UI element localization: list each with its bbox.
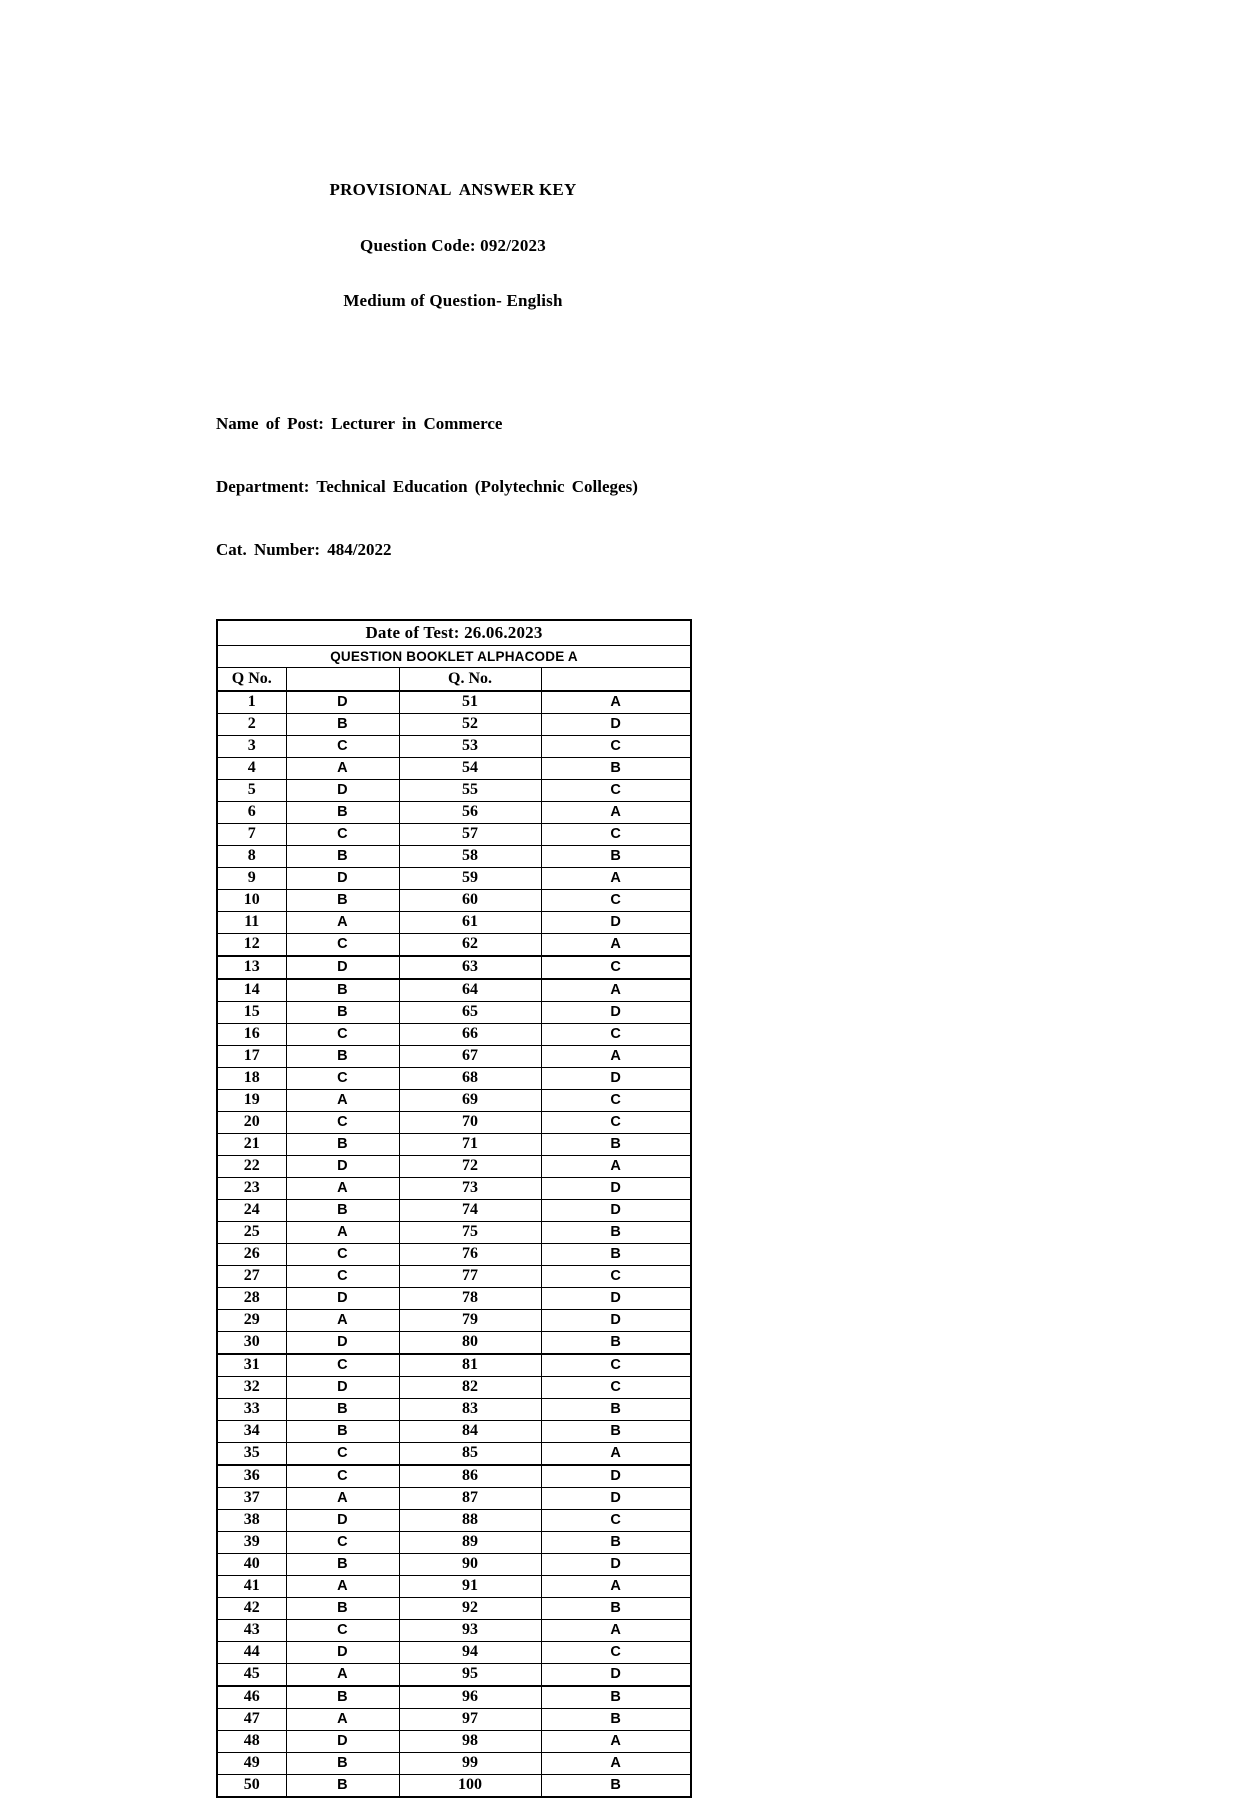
- q-no-cell: 90: [399, 1553, 541, 1575]
- table-row: [217, 1398, 691, 1420]
- q-no-cell: 67: [399, 1045, 541, 1067]
- answer-cell: D: [541, 1553, 691, 1575]
- q-no-cell: 53: [399, 735, 541, 757]
- answer-cell: B: [286, 1597, 399, 1619]
- answer-cell: B: [286, 1420, 399, 1442]
- q-no-cell: 72: [399, 1155, 541, 1177]
- cat-number-line: Cat. Number: 484/2022: [216, 539, 392, 559]
- answer-cell: A: [541, 1619, 691, 1641]
- q-no-cell: 50: [217, 1774, 286, 1797]
- q-no-cell: 6: [217, 801, 286, 823]
- answer-cell: A: [541, 867, 691, 889]
- answer-cell: B: [541, 845, 691, 867]
- answer-cell: C: [541, 1641, 691, 1663]
- q-no-cell: 2: [217, 713, 286, 735]
- table-row: [217, 1199, 691, 1221]
- q-no-cell: 71: [399, 1133, 541, 1155]
- q-no-cell: 99: [399, 1752, 541, 1774]
- table-row: [217, 1509, 691, 1531]
- q-no-cell: 5: [217, 779, 286, 801]
- q-no-cell: 37: [217, 1487, 286, 1509]
- answer-cell: A: [541, 1442, 691, 1465]
- q-no-cell: 41: [217, 1575, 286, 1597]
- table-row: [217, 1553, 691, 1575]
- q-no-cell: 49: [217, 1752, 286, 1774]
- q-no-cell: 22: [217, 1155, 286, 1177]
- answer-cell: D: [541, 1001, 691, 1023]
- q-no-cell: 79: [399, 1309, 541, 1331]
- answer-rows: [217, 691, 691, 1797]
- table-row: [217, 979, 691, 1002]
- col-header-answer-right: [541, 667, 691, 691]
- answer-cell: D: [286, 867, 399, 889]
- answer-cell: B: [286, 1001, 399, 1023]
- answer-cell: A: [286, 1708, 399, 1730]
- table-row: [217, 1067, 691, 1089]
- q-no-cell: 10: [217, 889, 286, 911]
- q-no-cell: 21: [217, 1133, 286, 1155]
- q-no-cell: 85: [399, 1442, 541, 1465]
- q-no-cell: 66: [399, 1023, 541, 1045]
- answer-cell: C: [286, 823, 399, 845]
- q-no-cell: 88: [399, 1509, 541, 1531]
- answer-cell: C: [541, 1376, 691, 1398]
- q-no-cell: 25: [217, 1221, 286, 1243]
- q-no-cell: 94: [399, 1641, 541, 1663]
- q-no-cell: 52: [399, 713, 541, 735]
- q-no-cell: 84: [399, 1420, 541, 1442]
- table-row: [217, 1619, 691, 1641]
- answer-cell: B: [286, 1774, 399, 1797]
- table-row: [217, 1531, 691, 1553]
- q-no-cell: 61: [399, 911, 541, 933]
- answer-cell: B: [541, 1331, 691, 1354]
- table-row: [217, 1752, 691, 1774]
- answer-cell: A: [541, 691, 691, 714]
- document-header: [216, 144, 690, 348]
- answer-cell: B: [286, 1752, 399, 1774]
- q-no-cell: 8: [217, 845, 286, 867]
- q-no-cell: 46: [217, 1686, 286, 1709]
- q-no-cell: 73: [399, 1177, 541, 1199]
- answer-cell: B: [541, 1133, 691, 1155]
- answer-cell: B: [541, 1531, 691, 1553]
- q-no-cell: 28: [217, 1287, 286, 1309]
- answer-cell: A: [286, 1089, 399, 1111]
- q-no-cell: 54: [399, 757, 541, 779]
- q-no-cell: 40: [217, 1553, 286, 1575]
- q-no-cell: 16: [217, 1023, 286, 1045]
- answer-cell: C: [541, 956, 691, 979]
- q-no-cell: 14: [217, 979, 286, 1002]
- q-no-cell: 81: [399, 1354, 541, 1377]
- answer-cell: B: [286, 845, 399, 867]
- q-no-cell: 44: [217, 1641, 286, 1663]
- post-info: [216, 371, 690, 602]
- answer-cell: C: [541, 1111, 691, 1133]
- q-no-cell: 100: [399, 1774, 541, 1797]
- answer-cell: D: [541, 1067, 691, 1089]
- q-no-cell: 27: [217, 1265, 286, 1287]
- table-row: [217, 1442, 691, 1465]
- answer-cell: A: [286, 1309, 399, 1331]
- answer-cell: A: [541, 801, 691, 823]
- answer-cell: D: [541, 1663, 691, 1686]
- answer-cell: A: [286, 1575, 399, 1597]
- table-row: [217, 801, 691, 823]
- answer-cell: B: [541, 1774, 691, 1797]
- answer-cell: C: [541, 1509, 691, 1531]
- answer-cell: D: [286, 1730, 399, 1752]
- q-no-cell: 65: [399, 1001, 541, 1023]
- answer-cell: B: [286, 1686, 399, 1709]
- answer-cell: C: [541, 1354, 691, 1377]
- q-no-cell: 55: [399, 779, 541, 801]
- table-row: [217, 1641, 691, 1663]
- table-row: [217, 1023, 691, 1045]
- q-no-cell: 34: [217, 1420, 286, 1442]
- q-no-cell: 36: [217, 1465, 286, 1488]
- answer-cell: A: [541, 1045, 691, 1067]
- q-no-cell: 89: [399, 1531, 541, 1553]
- q-no-cell: 69: [399, 1089, 541, 1111]
- answer-cell: C: [541, 1089, 691, 1111]
- answer-cell: B: [541, 1398, 691, 1420]
- table-row: [217, 867, 691, 889]
- answer-cell: D: [541, 911, 691, 933]
- answer-cell: A: [286, 1221, 399, 1243]
- table-row: [217, 845, 691, 867]
- q-no-cell: 35: [217, 1442, 286, 1465]
- q-no-cell: 83: [399, 1398, 541, 1420]
- table-row: [217, 1730, 691, 1752]
- table-row: [217, 1287, 691, 1309]
- q-no-cell: 15: [217, 1001, 286, 1023]
- table-row: [217, 1575, 691, 1597]
- answer-cell: A: [541, 933, 691, 956]
- q-no-cell: 87: [399, 1487, 541, 1509]
- answer-cell: B: [286, 889, 399, 911]
- table-row: [217, 1243, 691, 1265]
- q-no-cell: 70: [399, 1111, 541, 1133]
- answer-cell: C: [286, 1067, 399, 1089]
- answer-cell: B: [541, 1708, 691, 1730]
- table-row: [217, 1487, 691, 1509]
- table-row: [217, 1221, 691, 1243]
- answer-cell: C: [541, 889, 691, 911]
- table-row: [217, 1376, 691, 1398]
- q-no-cell: 93: [399, 1619, 541, 1641]
- q-no-cell: 91: [399, 1575, 541, 1597]
- date-of-test-cell: Date of Test: 26.06.2023: [217, 620, 691, 646]
- answer-cell: D: [286, 1155, 399, 1177]
- q-no-cell: 57: [399, 823, 541, 845]
- q-no-cell: 56: [399, 801, 541, 823]
- col-header-answer-left: [286, 667, 399, 691]
- table-row: [217, 691, 691, 714]
- q-no-cell: 62: [399, 933, 541, 956]
- answer-cell: B: [541, 1243, 691, 1265]
- q-no-cell: 13: [217, 956, 286, 979]
- answer-cell: D: [541, 713, 691, 735]
- table-row: [217, 911, 691, 933]
- q-no-cell: 92: [399, 1597, 541, 1619]
- q-no-cell: 18: [217, 1067, 286, 1089]
- table-row: [217, 713, 691, 735]
- q-no-cell: 26: [217, 1243, 286, 1265]
- table-row: [217, 1420, 691, 1442]
- q-no-cell: 39: [217, 1531, 286, 1553]
- answer-cell: C: [286, 1442, 399, 1465]
- table-row: [217, 889, 691, 911]
- q-no-cell: 1: [217, 691, 286, 714]
- table-row: [217, 1177, 691, 1199]
- answer-cell: A: [286, 911, 399, 933]
- answer-cell: C: [541, 779, 691, 801]
- doc-medium: Medium of Question- English: [343, 291, 563, 310]
- answer-cell: C: [286, 735, 399, 757]
- answer-cell: D: [541, 1177, 691, 1199]
- answer-cell: B: [286, 1045, 399, 1067]
- answer-cell: A: [541, 1730, 691, 1752]
- q-no-cell: 96: [399, 1686, 541, 1709]
- q-no-cell: 45: [217, 1663, 286, 1686]
- table-row: [217, 1089, 691, 1111]
- q-no-cell: 80: [399, 1331, 541, 1354]
- col-header-qno-left: Q No.: [217, 667, 286, 691]
- q-no-cell: 11: [217, 911, 286, 933]
- table-row: [217, 1597, 691, 1619]
- answer-cell: C: [286, 1023, 399, 1045]
- answer-cell: D: [541, 1465, 691, 1488]
- answer-cell: D: [541, 1287, 691, 1309]
- q-no-cell: 58: [399, 845, 541, 867]
- q-no-cell: 38: [217, 1509, 286, 1531]
- answer-cell: A: [541, 1155, 691, 1177]
- answer-cell: C: [541, 1023, 691, 1045]
- q-no-cell: 33: [217, 1398, 286, 1420]
- answer-cell: A: [541, 979, 691, 1002]
- q-no-cell: 60: [399, 889, 541, 911]
- document: [216, 0, 690, 1798]
- table-row: [217, 1111, 691, 1133]
- department-line: Department: Technical Education (Polytechnic Colleges): [216, 476, 638, 496]
- answer-cell: C: [286, 1531, 399, 1553]
- answer-cell: A: [541, 1752, 691, 1774]
- table-row: [217, 1686, 691, 1709]
- q-no-cell: 7: [217, 823, 286, 845]
- answer-cell: C: [286, 1243, 399, 1265]
- q-no-cell: 63: [399, 956, 541, 979]
- table-row: [217, 823, 691, 845]
- answer-cell: D: [286, 1287, 399, 1309]
- q-no-cell: 30: [217, 1331, 286, 1354]
- alphacode-cell: QUESTION BOOKLET ALPHACODE A: [217, 645, 691, 667]
- answer-cell: D: [541, 1309, 691, 1331]
- answer-cell: B: [541, 1221, 691, 1243]
- answer-cell: C: [541, 1265, 691, 1287]
- q-no-cell: 9: [217, 867, 286, 889]
- q-no-cell: 31: [217, 1354, 286, 1377]
- answer-cell: D: [286, 1376, 399, 1398]
- q-no-cell: 82: [399, 1376, 541, 1398]
- q-no-cell: 19: [217, 1089, 286, 1111]
- answer-cell: C: [286, 1465, 399, 1488]
- q-no-cell: 51: [399, 691, 541, 714]
- answer-cell: B: [541, 1597, 691, 1619]
- table-row: [217, 1045, 691, 1067]
- q-no-cell: 75: [399, 1221, 541, 1243]
- answer-cell: A: [541, 1575, 691, 1597]
- column-header-row: [217, 667, 691, 691]
- q-no-cell: 4: [217, 757, 286, 779]
- answer-cell: A: [286, 757, 399, 779]
- q-no-cell: 29: [217, 1309, 286, 1331]
- q-no-cell: 78: [399, 1287, 541, 1309]
- q-no-cell: 17: [217, 1045, 286, 1067]
- q-no-cell: 24: [217, 1199, 286, 1221]
- table-row: [217, 1309, 691, 1331]
- q-no-cell: 23: [217, 1177, 286, 1199]
- answer-cell: A: [286, 1663, 399, 1686]
- q-no-cell: 43: [217, 1619, 286, 1641]
- q-no-cell: 74: [399, 1199, 541, 1221]
- q-no-cell: 12: [217, 933, 286, 956]
- answer-cell: D: [541, 1199, 691, 1221]
- table-row: [217, 1774, 691, 1797]
- table-row: [217, 1708, 691, 1730]
- answer-cell: D: [286, 1331, 399, 1354]
- doc-title: PROVISIONAL ANSWER KEY: [329, 180, 577, 199]
- answer-cell: D: [286, 1509, 399, 1531]
- answer-cell: D: [286, 691, 399, 714]
- doc-question-code: Question Code: 092/2023: [360, 235, 546, 255]
- answer-cell: B: [286, 713, 399, 735]
- answer-cell: C: [286, 1111, 399, 1133]
- q-no-cell: 3: [217, 735, 286, 757]
- answer-cell: D: [541, 1487, 691, 1509]
- q-no-cell: 32: [217, 1376, 286, 1398]
- answer-cell: C: [286, 1619, 399, 1641]
- answer-cell: A: [286, 1487, 399, 1509]
- q-no-cell: 76: [399, 1243, 541, 1265]
- answer-cell: B: [286, 1199, 399, 1221]
- q-no-cell: 98: [399, 1730, 541, 1752]
- table-row: [217, 1001, 691, 1023]
- q-no-cell: 64: [399, 979, 541, 1002]
- answer-cell: B: [541, 757, 691, 779]
- answer-cell: A: [286, 1177, 399, 1199]
- q-no-cell: 20: [217, 1111, 286, 1133]
- table-row: [217, 933, 691, 956]
- table-row: [217, 735, 691, 757]
- answer-cell: D: [286, 1641, 399, 1663]
- table-row: [217, 779, 691, 801]
- q-no-cell: 48: [217, 1730, 286, 1752]
- answer-cell: B: [286, 1398, 399, 1420]
- q-no-cell: 59: [399, 867, 541, 889]
- q-no-cell: 68: [399, 1067, 541, 1089]
- answer-cell: C: [541, 823, 691, 845]
- table-row: [217, 1354, 691, 1377]
- answer-cell: C: [286, 1265, 399, 1287]
- q-no-cell: 47: [217, 1708, 286, 1730]
- alphacode-row: [217, 645, 691, 667]
- answer-cell: B: [541, 1420, 691, 1442]
- q-no-cell: 97: [399, 1708, 541, 1730]
- answer-cell: D: [286, 779, 399, 801]
- answer-cell: C: [286, 933, 399, 956]
- table-row: [217, 1465, 691, 1488]
- answer-cell: B: [286, 1133, 399, 1155]
- answer-cell: B: [541, 1686, 691, 1709]
- table-row: [217, 1133, 691, 1155]
- table-row: [217, 1663, 691, 1686]
- answer-cell: C: [286, 1354, 399, 1377]
- col-header-qno-right: Q. No.: [399, 667, 541, 691]
- q-no-cell: 95: [399, 1663, 541, 1686]
- answer-cell: C: [541, 735, 691, 757]
- answer-cell: B: [286, 801, 399, 823]
- table-row: [217, 956, 691, 979]
- q-no-cell: 77: [399, 1265, 541, 1287]
- answer-cell: B: [286, 1553, 399, 1575]
- name-of-post-line: Name of Post: Lecturer in Commerce: [216, 413, 503, 433]
- date-of-test-row: [217, 620, 691, 646]
- table-row: [217, 1155, 691, 1177]
- table-row: [217, 1265, 691, 1287]
- answer-cell: B: [286, 979, 399, 1002]
- table-row: [217, 757, 691, 779]
- answer-key-table: [216, 619, 692, 1798]
- answer-cell: D: [286, 956, 399, 979]
- q-no-cell: 42: [217, 1597, 286, 1619]
- table-row: [217, 1331, 691, 1354]
- q-no-cell: 86: [399, 1465, 541, 1488]
